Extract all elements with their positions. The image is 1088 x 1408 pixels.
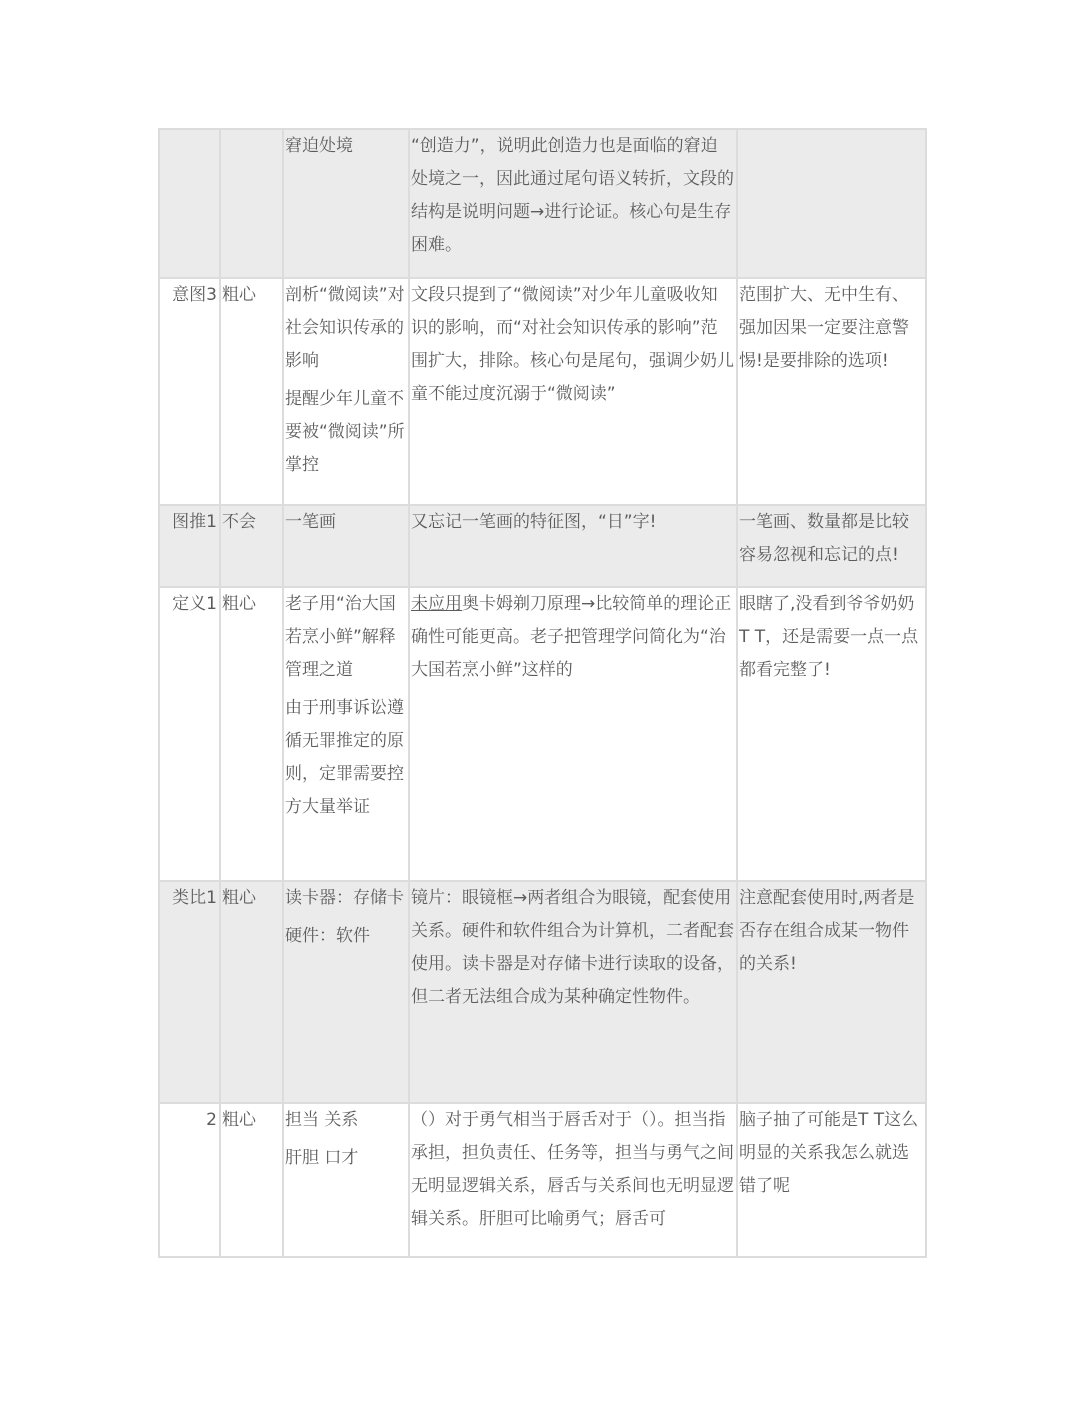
table-row [159,1103,926,1257]
key-text: 老子用“治大国若烹小鲜”解释管理之道 [285,594,396,680]
analysis-cell [409,129,737,278]
table-row [159,881,926,1103]
analysis-text: （）对于勇气相当于唇舌对于（）。担当指承担，担负责任、任务等，担当与勇气之间无明显逻辑关系，唇舌与关系间也无明显逻辑关系。肝胆可比喻勇气；唇舌可 [411,1110,734,1229]
reason-cell: 粗心 [220,278,283,505]
key-text: 窘迫处境 [285,136,353,156]
table-row [159,278,926,505]
key-text: 由于刑事诉讼遵循无罪推定的原则，定罪需要控方大量举证 [285,698,404,817]
table-row [159,505,926,587]
key-cell [283,881,409,1103]
reason-cell: 粗心 [220,587,283,881]
reason-cell: 不会 [220,505,283,587]
note-text: 脑子抽了可能是T T这么明显的关系我怎么就选错了呢 [739,1110,919,1196]
analysis-cell [409,881,737,1103]
analysis-rest-text: 奥卡姆剃刀原理→比较简单的理论正确性可能更高。老子把管理学问简化为“治大国若烹小鲜”这样的 [411,594,732,680]
key-cell [283,587,409,881]
table-row [159,587,926,881]
note-text: 范围扩大、无中生有、强加因果一定要注意警惕!是要排除的选项! [739,285,909,371]
note-text: 注意配套使用时,两者是否存在组合成某一物件的关系! [739,888,915,974]
key-text: 读卡器：存储卡 [285,888,404,908]
analysis-cell [409,505,737,587]
note-text: 一笔画、数量都是比较容易忽视和忘记的点! [739,512,909,565]
key-cell [283,1103,409,1257]
type-cell [159,129,220,278]
analysis-text: “创造力”，说明此创造力也是面临的窘迫处境之一，因此通过尾句语义转折，文段的结构是说明问题→进行论证。核心句是生存困难。 [411,136,734,255]
key-cell [283,278,409,505]
table-row [159,129,926,278]
reason-cell [220,129,283,278]
note-cell [737,1103,926,1257]
key-cell [283,505,409,587]
analysis-text: 文段只提到了“微阅读”对少年儿童吸收知识的影响，而“对社会知识传承的影响”范围扩大，排除。核心句是尾句，强调少奶儿童不能过度沉溺于“微阅读” [411,285,734,404]
analysis-cell [409,278,737,505]
analysis-cell [409,1103,737,1257]
note-text: 眼瞎了,没看到爷爷奶奶T T，还是需要一点一点都看完整了! [739,594,919,680]
error-analysis-table [158,128,927,1258]
note-cell [737,587,926,881]
reason-cell: 粗心 [220,881,283,1103]
type-cell: 类比1 [159,881,220,1103]
key-text: 担当 关系 [285,1110,359,1130]
key-text: 剖析“微阅读”对社会知识传承的影响 [285,285,405,371]
note-cell [737,129,926,278]
analysis-text: 又忘记一笔画的特征图，“日”字! [411,512,657,532]
key-cell [283,129,409,278]
analysis-cell [409,587,737,881]
underlined-text: 未应用 [411,594,462,614]
key-text: 硬件：软件 [285,926,370,946]
type-cell: 2 [159,1103,220,1257]
key-text: 肝胆 口才 [285,1148,359,1168]
key-text: 一笔画 [285,512,336,532]
analysis-text: 镜片：眼镜框→两者组合为眼镜，配套使用关系。硬件和软件组合为计算机，二者配套使用。读卡器是对存储卡进行读取的设备，但二者无法组合成为某种确定性物件。 [411,888,734,1007]
analysis-text [411,588,734,687]
type-cell: 图推1 [159,505,220,587]
type-cell: 定义1 [159,587,220,881]
reason-cell: 粗心 [220,1103,283,1257]
type-cell: 意图3 [159,278,220,505]
note-cell [737,881,926,1103]
note-cell [737,278,926,505]
key-text: 提醒少年儿童不要被“微阅读”所掌控 [285,389,405,475]
note-cell [737,505,926,587]
